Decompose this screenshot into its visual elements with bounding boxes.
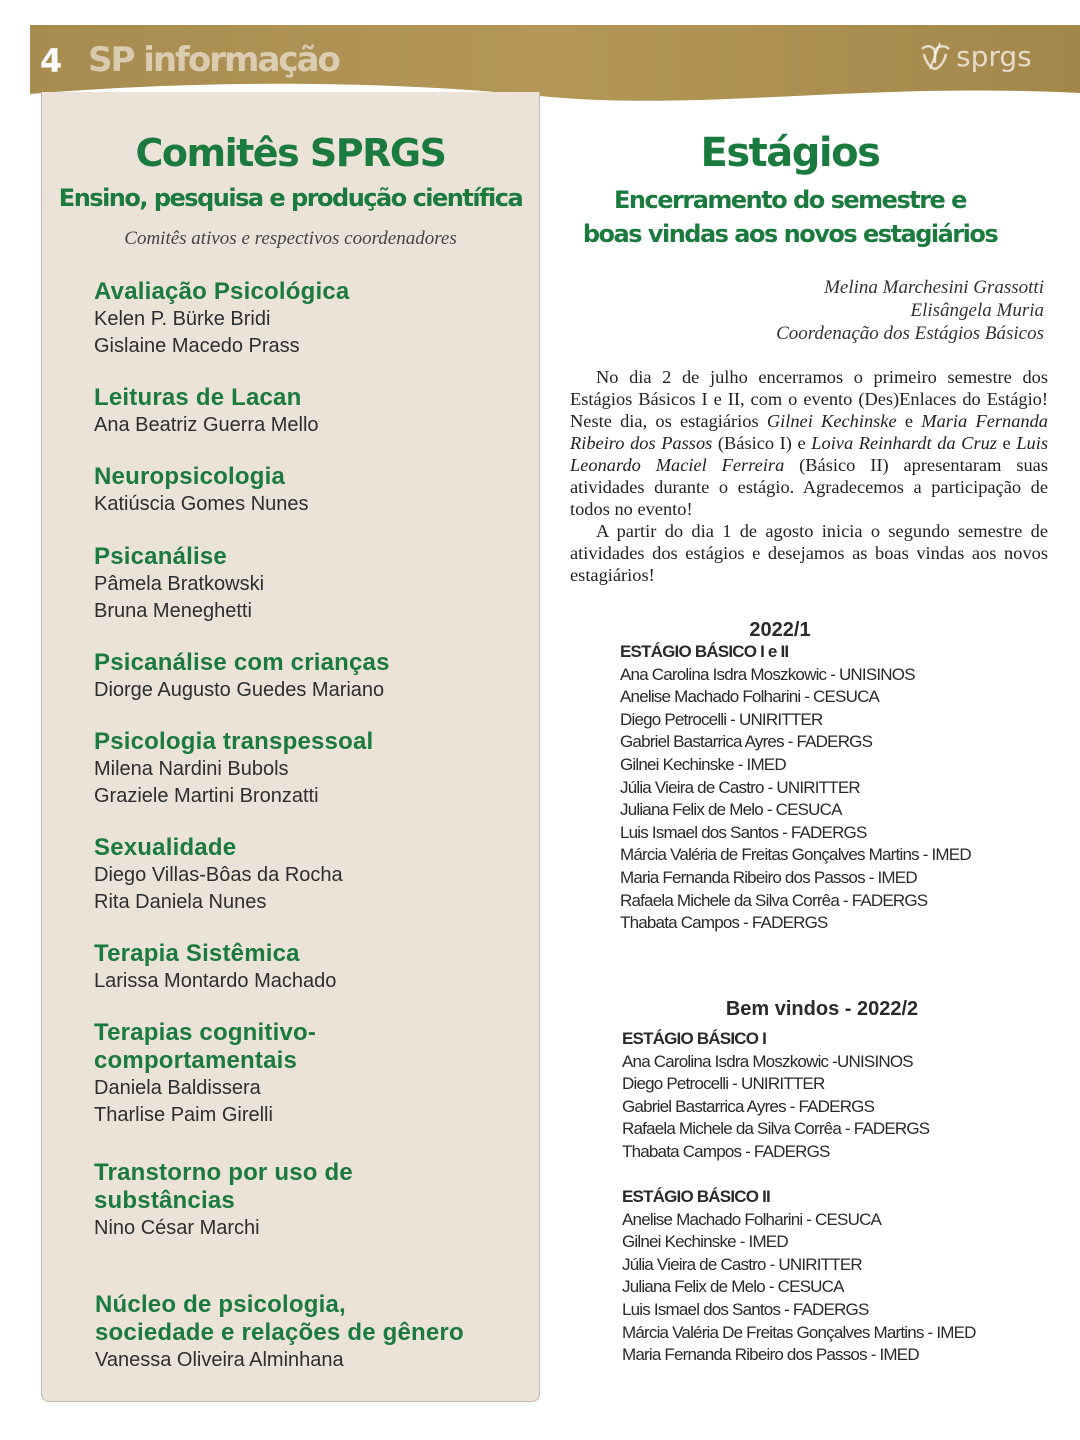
list-item: Maria Fernanda Ribeiro dos Passos - IMED	[620, 867, 917, 887]
list-heading: ESTÁGIO BÁSICO I e II	[620, 642, 789, 661]
committee-name: Psicanálise	[94, 543, 227, 570]
committee-member: Kelen P. Bürke Bridi	[94, 308, 271, 330]
committee-neuropsicologia	[94, 463, 534, 518]
committee-name: Psicanálise com crianças	[94, 649, 390, 676]
committee-member: Bruna Meneghetti	[94, 600, 252, 622]
committee-name-line: Núcleo de psicologia,	[95, 1291, 346, 1318]
semester-1-heading: 2022/1	[749, 619, 811, 641]
list-item: Márcia Valéria de Freitas Gonçalves Martins - IMED	[620, 845, 971, 865]
page-number: 4	[40, 42, 63, 80]
semester-2-basic-1-list	[622, 1028, 1062, 1164]
text-run: e	[896, 411, 922, 431]
list-item: Juliana Felix de Melo - CESUCA	[622, 1277, 844, 1297]
list-item: Gabriel Bastarrica Ayres - FADERGS	[620, 732, 873, 752]
committee-member: Graziele Martini Bronzatti	[94, 785, 319, 807]
article-paragraph: A partir do dia 1 de agosto inicia o segundo semestre de atividades dos estágios e desejamos as boas vindas aos novos estagiários!	[570, 521, 1048, 585]
list-item: Rafaela Michele da Silva Corrêa - FADERGS	[620, 890, 928, 910]
list-item: Luis Ismael dos Santos - FADERGS	[620, 822, 867, 842]
internships-subtitle	[560, 183, 1020, 251]
committee-name-line: substâncias	[94, 1187, 235, 1214]
list-heading: ESTÁGIO BÁSICO I	[622, 1029, 766, 1048]
list-item: Luis Ismael dos Santos - FADERGS	[622, 1299, 869, 1319]
committee-member: Tharlise Paim Girelli	[94, 1104, 273, 1126]
committee-name: Neuropsicologia	[94, 463, 286, 490]
committee-name: Leituras de Lacan	[94, 384, 302, 411]
text-run: (Básico II) apresentaram suas atividades durante o estágio. Agradecemos a participação de todos no evento!	[570, 455, 1049, 519]
committee-member: Larissa Montardo Machado	[94, 970, 337, 992]
committee-terapias-cognitivo-comportamentais	[94, 1019, 534, 1129]
intern-name: Gilnei Kechinske	[766, 411, 897, 431]
article-authors	[644, 276, 1044, 345]
semester-2-basic-2-list	[622, 1186, 1062, 1367]
article-paragraph	[570, 366, 1048, 520]
committee-member: Daniela Baldissera	[94, 1077, 261, 1099]
intern-name: Maria Fernanda Ribeiro dos Passos	[570, 411, 1049, 453]
intern-name: Luis Leonardo Maciel Ferreira	[570, 433, 1049, 475]
text-run: (Básico I) e	[712, 433, 812, 453]
sprgs-logo-icon	[918, 39, 952, 73]
committee-member: Vanessa Oliveira Alminhana	[95, 1349, 344, 1371]
committee-name: Sexualidade	[94, 834, 237, 861]
committees-title: Comitês SPRGS	[135, 131, 446, 175]
committee-member: Nino César Marchi	[94, 1217, 260, 1239]
committees-subtitle: Ensino, pesquisa e produção científica	[58, 184, 523, 212]
committee-avaliacao-psicologica	[94, 278, 534, 360]
committee-terapia-sistemica	[94, 940, 534, 995]
author-line: Melina Marchesini Grassotti	[824, 277, 1044, 298]
committee-member: Rita Daniela Nunes	[94, 891, 267, 913]
list-item: Diego Petrocelli - UNIRITTER	[622, 1074, 825, 1094]
committee-sexualidade	[94, 834, 534, 916]
article-body	[570, 366, 1048, 586]
list-item: Gabriel Bastarrica Ayres - FADERGS	[622, 1096, 875, 1116]
committee-leituras-de-lacan	[94, 384, 534, 439]
semester-2-heading: Bem vindos - 2022/2	[725, 998, 919, 1020]
committee-psicologia-transpessoal	[94, 728, 534, 810]
committee-name: Terapia Sistêmica	[94, 940, 300, 967]
committee-member: Ana Beatriz Guerra Mello	[94, 414, 319, 436]
semester-1-list	[620, 641, 1060, 935]
list-item: Gilnei Kechinske - IMED	[622, 1232, 788, 1252]
committee-name-line: Transtorno por uso de	[94, 1159, 353, 1186]
committee-name-line: sociedade e relações de gênero	[95, 1319, 464, 1346]
text-run: No dia 2 de julho encerramos o primeiro semestre dos Estágios Básicos I e II, com o evento (Des)Enlaces do Estágio! Neste dia, os estagiários	[570, 367, 1048, 431]
list-item: Thabata Campos - FADERGS	[620, 913, 828, 933]
list-item: Gilnei Kechinske - IMED	[620, 754, 786, 774]
internships-title: Estágios	[700, 130, 880, 176]
list-item: Rafaela Michele da Silva Corrêa - FADERGS	[622, 1119, 930, 1139]
brand	[918, 38, 1032, 74]
committee-name: Avaliação Psicológica	[94, 278, 350, 305]
committees-caption: Comitês ativos e respectivos coordenadores	[124, 228, 457, 249]
committee-nucleo-psicologia-genero	[95, 1291, 535, 1374]
committee-psicanalise-com-criancas	[94, 649, 534, 704]
committee-member: Katiúscia Gomes Nunes	[94, 493, 309, 515]
committee-psicanalise	[94, 543, 534, 625]
internships-subtitle-line: Encerramento do semestre e	[614, 186, 966, 214]
list-item: Thabata Campos - FADERGS	[622, 1141, 830, 1161]
author-line: Coordenação dos Estágios Básicos	[776, 323, 1044, 344]
list-item: Ana Carolina Isdra Moszkowic - UNISINOS	[620, 664, 915, 684]
text-run: e	[996, 433, 1017, 453]
list-item: Diego Petrocelli - UNIRITTER	[620, 709, 823, 729]
committee-name: Psicologia transpessoal	[94, 728, 374, 755]
list-item: Maria Fernanda Ribeiro dos Passos - IMED	[622, 1345, 919, 1365]
author-line: Elisângela Muria	[910, 300, 1044, 321]
committee-name-line: comportamentais	[94, 1047, 298, 1074]
committee-member: Milena Nardini Bubols	[94, 758, 289, 780]
committee-name-line: Terapias cognitivo-	[94, 1019, 317, 1046]
committee-member: Diorge Augusto Guedes Mariano	[94, 679, 385, 701]
committee-transtorno-por-uso-de-substancias	[94, 1159, 534, 1242]
committee-member: Diego Villas-Bôas da Rocha	[94, 864, 343, 886]
committee-member: Gislaine Macedo Prass	[94, 335, 300, 357]
list-item: Ana Carolina Isdra Moszkowic -UNISINOS	[622, 1051, 913, 1071]
list-item: Anelise Machado Folharini - CESUCA	[622, 1209, 882, 1229]
list-item: Juliana Felix de Melo - CESUCA	[620, 800, 842, 820]
committee-member: Pâmela Bratkowski	[94, 573, 265, 595]
internships-subtitle-line: boas vindas aos novos estagiários	[582, 220, 998, 248]
list-item: Júlia Vieira de Castro - UNIRITTER	[620, 777, 860, 797]
intern-name: Loiva Reinhardt da Cruz	[811, 433, 997, 453]
list-heading: ESTÁGIO BÁSICO II	[622, 1187, 770, 1206]
list-item: Márcia Valéria De Freitas Gonçalves Martins - IMED	[622, 1322, 976, 1342]
list-item: Anelise Machado Folharini - CESUCA	[620, 687, 880, 707]
brand-name: sprgs	[956, 39, 1032, 73]
section-title: SP informação	[88, 40, 339, 80]
list-item: Júlia Vieira de Castro - UNIRITTER	[622, 1254, 862, 1274]
